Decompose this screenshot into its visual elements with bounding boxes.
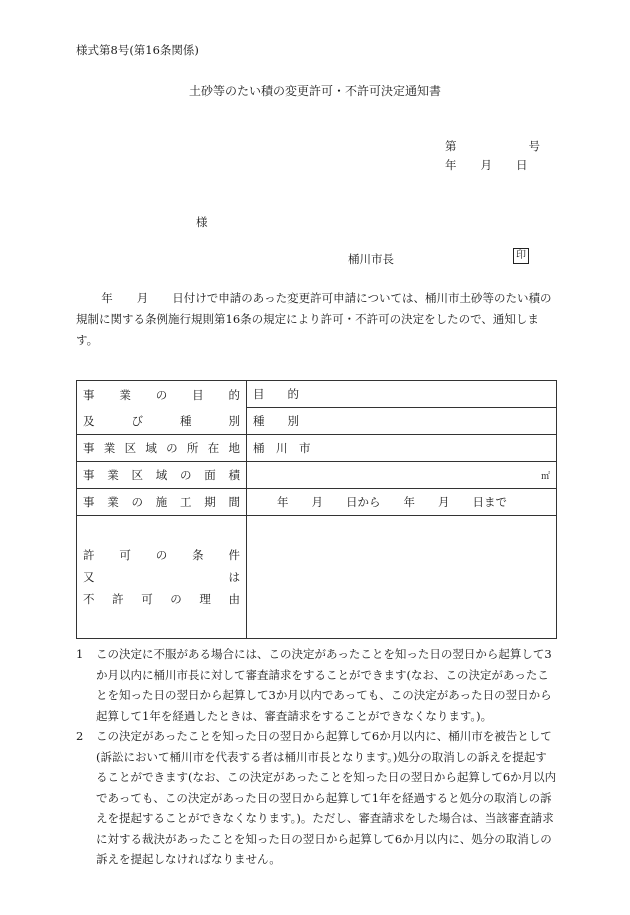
period-label-cell: 事 業 の 施 工 期 間 [77,489,247,516]
body-month: 月 [136,291,149,305]
location-label-cell: 事 業 区 域 の 所 在 地 [77,435,247,462]
purpose-value-cell[interactable] [247,381,557,408]
purpose-label-line-2: 及 び 種 別 [83,413,240,428]
note-item [76,726,558,870]
body-text: 日付けで申請のあった変更許可申請については、桶川市土砂等のたい積の規制に関する条例施行規則第16条の規定により許可・不許可の決定をしたので、通知します。 [76,291,552,347]
number-label: 第 [445,139,457,153]
body-year: 年 [101,291,113,305]
note-number: 2 [76,729,84,743]
number-suffix: 号 [528,139,540,153]
date-day: 日 [516,158,528,172]
date-month: 月 [480,158,492,172]
conditions-label-line-1: 許 可 の 条 件 [83,548,240,562]
note-item [76,644,558,726]
conditions-label-cell [77,516,247,639]
conditions-value-cell[interactable] [247,516,557,639]
date-year: 年 [445,158,457,172]
seal-mark: 印 [513,248,529,264]
purpose-value-label: 目 的 [253,387,299,401]
location-value: 桶 川 市 [253,441,311,455]
notes-section [76,644,558,870]
body-paragraph [76,288,556,351]
form-number: 様式第8号(第16条関係) [76,43,199,57]
type-value-label: 種 別 [253,414,299,428]
purpose-label-line-1: 事 業 の 目 的 [83,387,240,402]
period-value-cell[interactable] [247,489,557,516]
document-title: 土砂等のたい積の変更許可・不許可決定通知書 [188,84,441,98]
conditions-label-line-2: 又 は [83,570,240,584]
recipient-suffix: 様 [196,215,208,229]
note-text: この決定があったことを知った日の翌日から起算して6か月以内に、桶川市を被告として(訴訟において桶川市を代表する者は桶川市長となります。)処分の取消しの訴えを提起することができます(なお、この決定があったことを知った日の翌日から起算して6か月以内であっても、この決定があった日の翌日から起算して1年を経過すると処分の取消しの訴えを提起することができなくなります。)。ただし、審査請求をした場合は、当該審査請求に対する裁決があったことを知った日の翌日から起算して6か月以内に、処分の取消しの訴えを提起しなければなりません。 [96,729,557,866]
type-value-cell[interactable] [247,408,557,435]
document-date-line [445,157,528,173]
period-value: 年 月 日から 年 月 日まで [277,495,507,509]
area-unit: ㎡ [540,472,550,482]
note-text: この決定に不服がある場合には、この決定があったことを知った日の翌日から起算して3か月以内に桶川市長に対して審査請求をすることができます(なお、この決定があったことを知った日の翌日から起算して3か月以内であっても、この決定があった日の翌日から起算して1年を経過したときは、審査請求をすることができなくなります。)。 [96,647,552,723]
document-number-line [445,138,540,154]
purpose-label-cell [77,381,247,435]
conditions-label-line-3: 不 許 可 の 理 由 [83,592,240,606]
area-label-cell: 事 業 区 域 の 面 積 [77,462,247,489]
area-value-cell[interactable] [247,462,557,489]
note-number: 1 [76,647,84,661]
location-value-cell[interactable] [247,435,557,462]
info-table [76,380,557,639]
issuer-name: 桶川市長 [348,252,394,266]
